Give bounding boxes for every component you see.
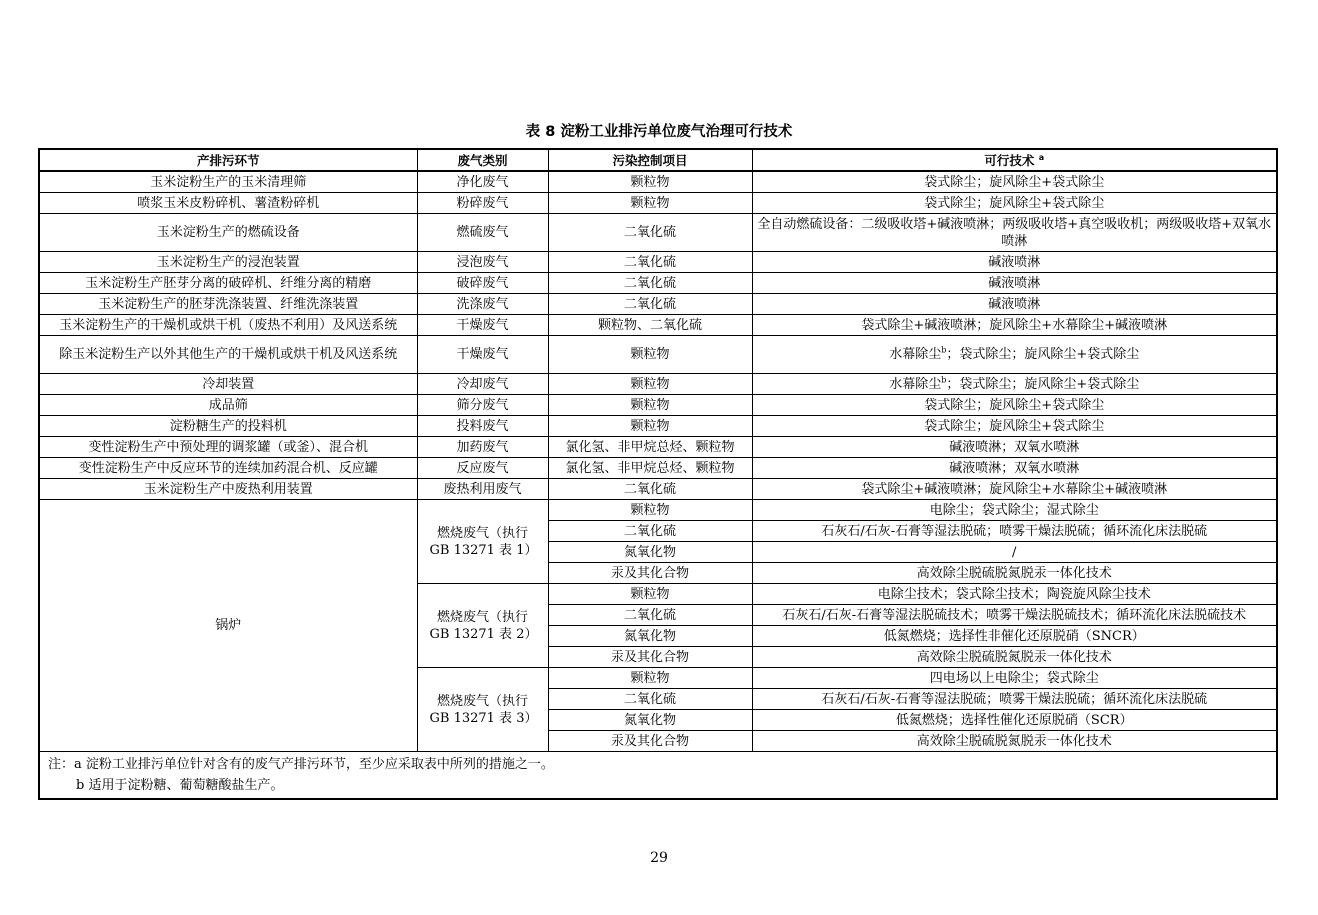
cell-tech-text: 水幕除尘 — [889, 376, 942, 392]
cell-control-item: 二氧化硫 — [548, 252, 752, 273]
cell-control-item: 汞及其化合物 — [548, 563, 752, 584]
table-row — [39, 336, 1277, 374]
footnote-mark: b — [941, 345, 947, 355]
cell-control-item: 二氧化硫 — [548, 479, 752, 500]
cell-tech: 碱液喷淋；双氧水喷淋 — [752, 458, 1277, 479]
table-row — [39, 171, 1277, 193]
cell-stage: 玉米淀粉生产胚芽分离的破碎机、纤维分离的精磨 — [39, 273, 417, 294]
cell-control-item: 二氧化硫 — [548, 521, 752, 542]
cell-tech: 全自动燃硫设备：二级吸收塔+碱液喷淋；两级吸收塔+真空吸收机；两级吸收塔+双氧水喷淋 — [752, 214, 1277, 252]
waste-gas-technology-table — [38, 148, 1278, 800]
cell-stage: 变性淀粉生产中预处理的调浆罐（或釜）、混合机 — [39, 437, 417, 458]
header-tech-sup: a — [1038, 152, 1045, 162]
cell-gas-type: 净化废气 — [417, 171, 548, 193]
cell-gas-type: 燃烧废气（执行 GB 13271 表 2） — [417, 584, 548, 668]
table-body — [39, 171, 1277, 799]
cell-stage: 玉米淀粉生产中废热利用装置 — [39, 479, 417, 500]
cell-stage: 冷却装置 — [39, 374, 417, 395]
cell-tech-text: 水幕除尘 — [889, 347, 942, 362]
cell-control-item: 颗粒物 — [548, 171, 752, 193]
cell-control-item: 汞及其化合物 — [548, 647, 752, 668]
cell-control-item: 颗粒物 — [548, 193, 752, 214]
notes-row — [39, 752, 1277, 800]
cell-gas-type: 干燥废气 — [417, 315, 548, 336]
table-row — [39, 458, 1277, 479]
cell-tech: 碱液喷淋 — [752, 252, 1277, 273]
cell-gas-type: 筛分废气 — [417, 395, 548, 416]
cell-gas-type: 燃烧废气（执行 GB 13271 表 3） — [417, 668, 548, 752]
cell-gas-type: 破碎废气 — [417, 273, 548, 294]
cell-control-item: 氮氧化物 — [548, 626, 752, 647]
cell-stage: 玉米淀粉生产的胚芽洗涤装置、纤维洗涤装置 — [39, 294, 417, 315]
table-row — [39, 395, 1277, 416]
table-row — [39, 193, 1277, 214]
cell-tech: 袋式除尘；旋风除尘+袋式除尘 — [752, 395, 1277, 416]
cell-tech: 碱液喷淋；双氧水喷淋 — [752, 437, 1277, 458]
cell-control-item: 颗粒物 — [548, 668, 752, 689]
cell-control-item: 氯化氢、非甲烷总烃、颗粒物 — [548, 437, 752, 458]
cell-stage-boiler: 锅炉 — [39, 500, 417, 752]
table-row — [39, 500, 1277, 521]
table-row — [39, 437, 1277, 458]
cell-tech: 袋式除尘+碱液喷淋；旋风除尘+水幕除尘+碱液喷淋 — [752, 479, 1277, 500]
cell-tech: 碱液喷淋 — [752, 273, 1277, 294]
cell-gas-type: 投料废气 — [417, 416, 548, 437]
cell-tech: 高效除尘脱硫脱氮脱汞一体化技术 — [752, 647, 1277, 668]
footnote-mark: b — [941, 375, 947, 385]
cell-tech: 碱液喷淋 — [752, 294, 1277, 315]
cell-stage: 玉米淀粉生产的燃硫设备 — [39, 214, 417, 252]
cell-control-item: 汞及其化合物 — [548, 731, 752, 752]
cell-gas-type: 燃硫废气 — [417, 214, 548, 252]
cell-control-item: 颗粒物 — [548, 395, 752, 416]
cell-gas-type: 浸泡废气 — [417, 252, 548, 273]
table-row — [39, 374, 1277, 395]
cell-tech: 袋式除尘；旋风除尘+袋式除尘 — [752, 416, 1277, 437]
cell-gas-type: 废热利用废气 — [417, 479, 548, 500]
cell-tech: 袋式除尘；旋风除尘+袋式除尘 — [752, 171, 1277, 193]
cell-tech — [752, 374, 1277, 395]
cell-control-item: 颗粒物 — [548, 584, 752, 605]
cell-tech: 石灰石/石灰-石膏等湿法脱硫；喷雾干燥法脱硫；循环流化床法脱硫 — [752, 521, 1277, 542]
header-tech-label: 可行技术 — [984, 152, 1035, 168]
cell-control-item: 氮氧化物 — [548, 710, 752, 731]
cell-control-item: 二氧化硫 — [548, 273, 752, 294]
cell-stage: 成品筛 — [39, 395, 417, 416]
cell-gas-type: 洗涤废气 — [417, 294, 548, 315]
table-row — [39, 214, 1277, 252]
table-title: 表 8 淀粉工业排污单位废气治理可行技术 — [525, 124, 793, 140]
table-header-row — [39, 149, 1277, 171]
cell-tech: 石灰石/石灰-石膏等湿法脱硫；喷雾干燥法脱硫；循环流化床法脱硫 — [752, 689, 1277, 710]
cell-gas-type: 反应废气 — [417, 458, 548, 479]
cell-tech: 电除尘；袋式除尘；湿式除尘 — [752, 500, 1277, 521]
cell-gas-type: 干燥废气 — [417, 336, 548, 374]
cell-control-item: 颗粒物 — [548, 500, 752, 521]
cell-tech: 袋式除尘+碱液喷淋；旋风除尘+水幕除尘+碱液喷淋 — [752, 315, 1277, 336]
notes-cell — [39, 752, 1277, 800]
note-line: 注：a 淀粉工业排污单位针对含有的废气产排污环节，至少应采取表中所列的措施之一。 — [48, 757, 554, 772]
header-control-item: 污染控制项目 — [548, 149, 752, 171]
cell-tech: 四电场以上电除尘；袋式除尘 — [752, 668, 1277, 689]
cell-control-item: 二氧化硫 — [548, 294, 752, 315]
table-row — [39, 273, 1277, 294]
table-row — [39, 479, 1277, 500]
cell-tech: 高效除尘脱硫脱氮脱汞一体化技术 — [752, 731, 1277, 752]
cell-gas-type: 加药废气 — [417, 437, 548, 458]
cell-stage: 喷浆玉米皮粉碎机、薯渣粉碎机 — [39, 193, 417, 214]
cell-stage: 玉米淀粉生产的玉米清理筛 — [39, 171, 417, 193]
page-number: 29 — [650, 850, 668, 866]
cell-control-item: 颗粒物 — [548, 416, 752, 437]
cell-gas-type: 燃烧废气（执行 GB 13271 表 1） — [417, 500, 548, 584]
cell-control-item: 二氧化硫 — [548, 214, 752, 252]
cell-tech: 袋式除尘；旋风除尘+袋式除尘 — [752, 193, 1277, 214]
cell-tech: 高效除尘脱硫脱氮脱汞一体化技术 — [752, 563, 1277, 584]
cell-control-item: 颗粒物 — [548, 374, 752, 395]
cell-tech: 石灰石/石灰-石膏等湿法脱硫技术；喷雾干燥法脱硫技术；循环流化床法脱硫技术 — [752, 605, 1277, 626]
cell-tech: 低氮燃烧；选择性非催化还原脱硝（SNCR） — [752, 626, 1277, 647]
cell-control-item: 氮氧化物 — [548, 542, 752, 563]
note-line: b 适用于淀粉糖、葡萄糖酸盐生产。 — [76, 778, 284, 793]
table-row — [39, 294, 1277, 315]
table-row — [39, 252, 1277, 273]
cell-tech: / — [752, 542, 1277, 563]
cell-stage: 除玉米淀粉生产以外其他生产的干燥机或烘干机及风送系统 — [39, 336, 417, 374]
cell-control-item: 氯化氢、非甲烷总烃、颗粒物 — [548, 458, 752, 479]
cell-stage: 淀粉糖生产的投料机 — [39, 416, 417, 437]
cell-control-item: 颗粒物 — [548, 336, 752, 374]
table-row — [39, 416, 1277, 437]
cell-stage: 玉米淀粉生产的干燥机或烘干机（废热不利用）及风送系统 — [39, 315, 417, 336]
cell-gas-type: 冷却废气 — [417, 374, 548, 395]
cell-tech: 低氮燃烧；选择性催化还原脱硝（SCR） — [752, 710, 1277, 731]
cell-control-item: 颗粒物、二氧化硫 — [548, 315, 752, 336]
cell-tech — [752, 336, 1277, 374]
cell-tech-text: ；袋式除尘；旋风除尘+袋式除尘 — [946, 347, 1140, 362]
cell-control-item: 二氧化硫 — [548, 689, 752, 710]
cell-gas-type: 粉碎废气 — [417, 193, 548, 214]
cell-control-item: 二氧化硫 — [548, 605, 752, 626]
cell-tech: 电除尘技术；袋式除尘技术；陶瓷旋风除尘技术 — [752, 584, 1277, 605]
header-gas-type: 废气类别 — [417, 149, 548, 171]
table-row — [39, 315, 1277, 336]
cell-stage: 玉米淀粉生产的浸泡装置 — [39, 252, 417, 273]
header-tech — [752, 149, 1277, 171]
cell-stage: 变性淀粉生产中反应环节的连续加药混合机、反应罐 — [39, 458, 417, 479]
cell-tech-text: ；袋式除尘；旋风除尘+袋式除尘 — [946, 376, 1140, 392]
header-stage: 产排污环节 — [39, 149, 417, 171]
